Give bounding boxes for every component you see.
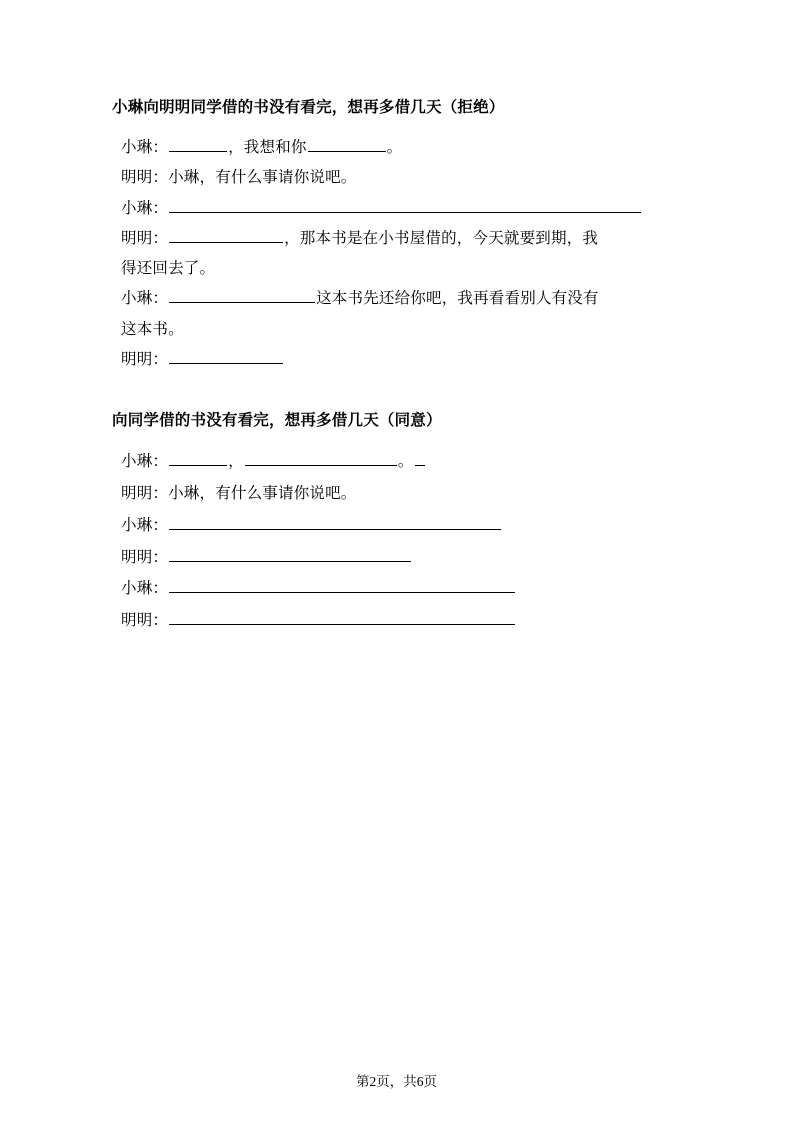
line-text: 这本书。: [121, 320, 184, 338]
speaker-label: 小琳：: [121, 453, 169, 471]
dialogue-section-refuse: [112, 96, 681, 375]
answer-blank[interactable]: [169, 546, 411, 562]
speaker-label: 小琳：: [121, 199, 169, 217]
speaker-label: 小琳：: [121, 139, 169, 157]
line-text: ，我想和你: [228, 139, 307, 157]
dialogue-line: [112, 284, 681, 314]
dialogue-section-agree: [112, 409, 681, 637]
speaker-label: 明明：: [121, 485, 169, 503]
speaker-label: 明明：: [121, 350, 169, 368]
answer-blank[interactable]: [169, 514, 501, 530]
line-text: 小琳，有什么事请你说吧。: [168, 485, 357, 503]
line-text: ，那本书是在小书屋借的，今天就要到期，我: [284, 229, 599, 247]
speaker-label: 明明：: [121, 548, 169, 566]
line-text: ，: [228, 453, 244, 471]
line-text: 小琳，有什么事请你说吧。: [168, 169, 357, 187]
dialogue-line: [112, 478, 681, 510]
dialogue-line: [112, 163, 681, 193]
answer-blank[interactable]: [169, 578, 515, 594]
dialogue-line: [112, 345, 681, 375]
dialogue-line: [112, 133, 681, 163]
dialogue-line: [112, 315, 681, 345]
dialogue-line: [112, 605, 681, 637]
speaker-label: 明明：: [121, 229, 169, 247]
answer-blank[interactable]: [169, 197, 641, 213]
dialogue-line: [112, 446, 681, 478]
line-text: 这本书先还给你吧，我再看看别人有没有: [316, 290, 599, 308]
dialogue-line: [112, 194, 681, 224]
dialogue-line: [112, 542, 681, 574]
dialogue-line: [112, 224, 681, 254]
dialogue-line: [112, 573, 681, 605]
answer-blank[interactable]: [169, 451, 227, 467]
speaker-label: 小琳：: [121, 516, 169, 534]
dialogue-lines: [112, 446, 681, 637]
answer-blank[interactable]: [415, 451, 425, 467]
answer-blank[interactable]: [169, 609, 515, 625]
dialogue-line: [112, 254, 681, 284]
section-heading: 小琳向明明同学借的书没有看完，想再多借几天（拒绝）: [112, 99, 505, 116]
dialogue-lines: [112, 133, 681, 375]
answer-blank[interactable]: [169, 288, 315, 304]
answer-blank[interactable]: [245, 451, 397, 467]
dialogue-line: [112, 510, 681, 542]
speaker-label: 小琳：: [121, 580, 169, 598]
page-footer: 第2页，共6页: [356, 1074, 437, 1089]
answer-blank[interactable]: [169, 227, 283, 243]
speaker-label: 明明：: [121, 612, 169, 630]
answer-blank[interactable]: [169, 137, 227, 153]
speaker-label: 明明：: [121, 169, 169, 187]
speaker-label: 小琳：: [121, 290, 169, 308]
line-text: 得还回去了。: [121, 260, 216, 278]
line-text: 。: [397, 453, 414, 471]
section-spacer: [112, 375, 681, 409]
section-heading: 向同学借的书没有看完，想再多借几天（同意）: [112, 412, 442, 429]
line-text: 。: [386, 139, 403, 157]
answer-blank[interactable]: [169, 348, 283, 364]
answer-blank[interactable]: [308, 137, 386, 153]
